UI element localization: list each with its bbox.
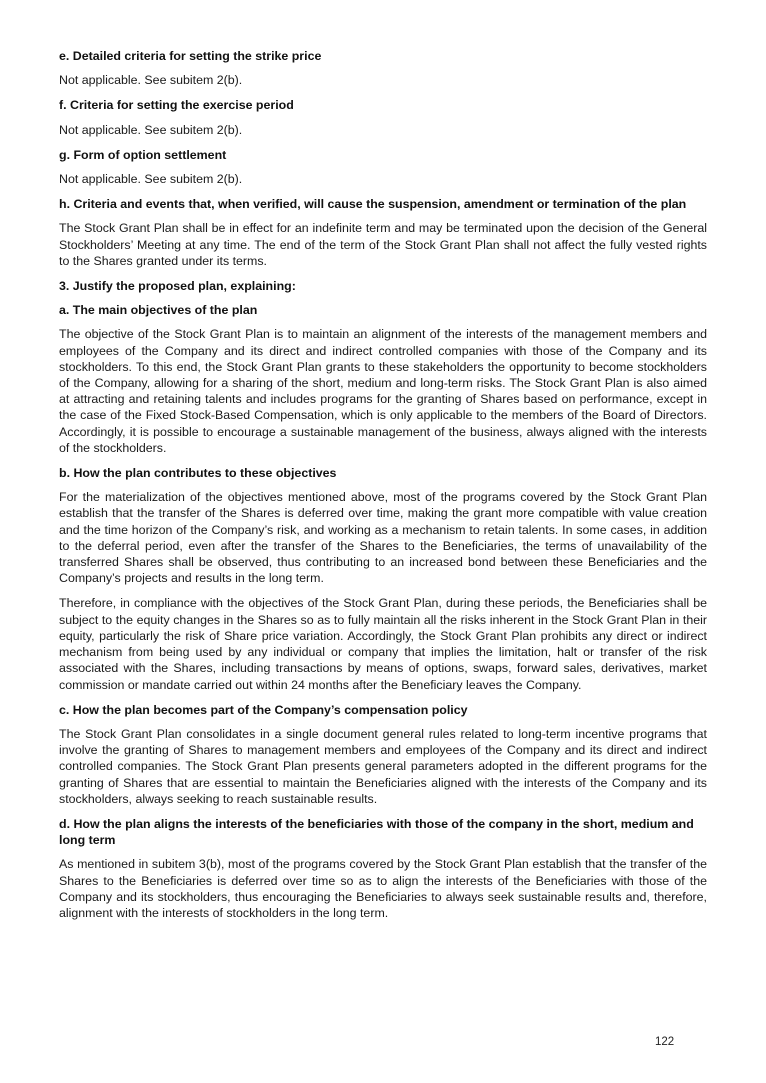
paragraph-d: As mentioned in subitem 3(b), most of the programs covered by the Stock Grant Plan establish that the transfer of the Shares to the Beneficiaries is deferred over time so as to align the interests of the Beneficiaries with those of the Company and its stockholders, thus encouraging the Beneficiaries to always seek sustainable results and, therefore, alignment with the interests of stockholders in the long term. xyxy=(59,857,707,920)
page-number: 122 xyxy=(655,1036,675,1048)
heading-section-3: 3. Justify the proposed plan, explaining: xyxy=(59,279,296,294)
paragraph-h: The Stock Grant Plan shall be in effect for an indefinite term and may be terminated upon the decision of the General Stockholders’ Meeting at any time. The end of the term of the Stock Grant Plan shall not affect the fully vested rights to the Shares granted under its terms. xyxy=(59,221,707,268)
heading-e: e. Detailed criteria for setting the strike price xyxy=(59,49,322,63)
paragraph-f: Not applicable. See subitem 2(b). xyxy=(59,122,243,137)
paragraph-b-1: For the materialization of the objectives mentioned above, most of the programs covered by the Stock Grant Plan establish that the transfer of the Shares is deferred over time, making the grant more compatible with value creation and the time horizon of the Company’s risk, and working as a mechanism to retain talents. In some cases, in addition to the deferral period, even after the transfer of the Shares to the Beneficiaries, the terms of unavailability of the transferred Shares shall be observed, thus contributing to an increased bond between these Beneficiaries and the Company’s projects and results in the long term. xyxy=(59,490,707,586)
document-page xyxy=(59,48,707,930)
paragraph-b-2: Therefore, in compliance with the objectives of the Stock Grant Plan, during these periods, the Beneficiaries shall be subject to the equity changes in the Shares so as to fully maintain all the risks inherent in the Stock Grant Plan in their equity, particularly the risk of Share price variation. Accordingly, the Stock Grant Plan prohibits any direct or indirect mechanism from being used by any individual or company that implies the limitation, halt or transfer of the risk associated with the Shares, including transactions by means of options, swaps, forward sales, derivatives, market commission or mandate carried out within 24 months after the Beneficiary leaves the Company. xyxy=(59,596,707,692)
paragraph-g: Not applicable. See subitem 2(b). xyxy=(59,172,243,187)
heading-b: b. How the plan contributes to these objectives xyxy=(59,466,337,481)
heading-f: f. Criteria for setting the exercise period xyxy=(59,98,294,113)
paragraph-a: The objective of the Stock Grant Plan is to maintain an alignment of the interests of the management members and employees of the Company and its direct and indirect controlled companies with those of the Company and its stockholders. To this end, the Stock Grant Plan grants to these stakeholders the opportunity to become stockholders of the Company, allowing for a sharing of the short, medium and long-term risks. The Stock Grant Plan is also aimed at attracting and retaining talents and includes programs for the granting of Shares based on performance, except in the case of the Fixed Stock-Based Compensation, which is only applicable to the members of the Board of Directors. Accordingly, it is possible to encourage a sustainable management of the business, always aligned with the interests of the stockholders. xyxy=(59,327,707,455)
heading-g: g. Form of option settlement xyxy=(59,147,227,162)
heading-a: a. The main objectives of the plan xyxy=(59,303,258,318)
heading-c: c. How the plan becomes part of the Company’s compensation policy xyxy=(59,702,468,717)
heading-d: d. How the plan aligns the interests of the beneficiaries with those of the company in the short, medium and long term xyxy=(59,816,694,848)
paragraph-e: Not applicable. See subitem 2(b). xyxy=(59,73,243,88)
paragraph-c: The Stock Grant Plan consolidates in a single document general rules related to long-term incentive programs that involve the granting of Shares to management members and employees of the Company and its direct and indirect controlled companies. The Stock Grant Plan presents general parameters adopted in the different programs for the granting of Shares that are essential to maintain the Beneficiaries aligned with the interests of the Company and its stockholders, always seeking to reach sustainable results. xyxy=(59,726,707,806)
heading-h: h. Criteria and events that, when verified, will cause the suspension, amendment or termination of the plan xyxy=(59,197,687,212)
